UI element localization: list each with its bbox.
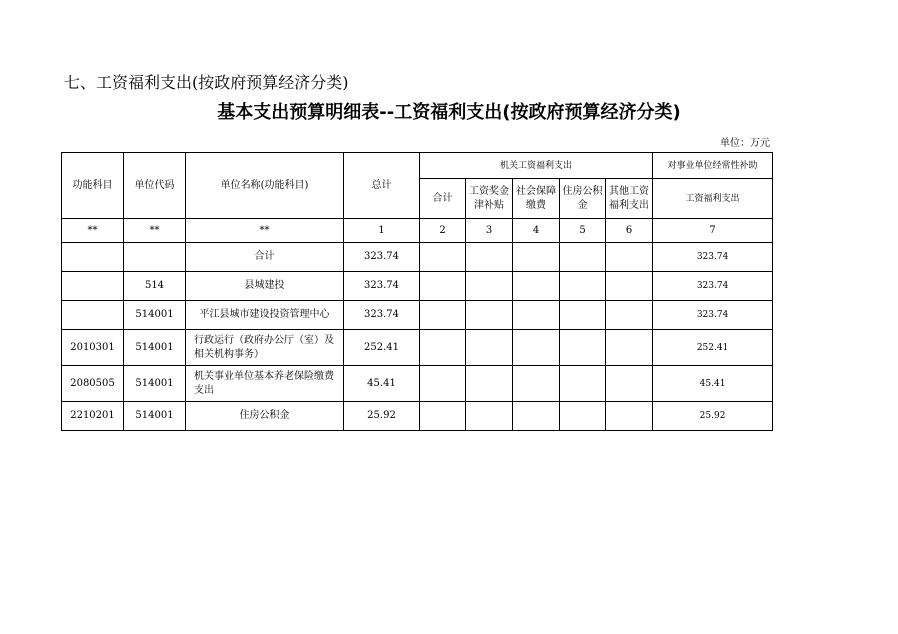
cell-sub-total <box>420 366 466 402</box>
section-heading: 七、工资福利支出(按政府预算经济分类) <box>64 73 349 92</box>
cell-total: 45.41 <box>344 366 420 402</box>
column-number-row <box>62 219 773 243</box>
cell-sub-total <box>420 301 466 330</box>
cell-sub-wage: 25.92 <box>653 402 773 431</box>
header-sub-social: 社会保障缴费 <box>513 179 560 219</box>
cell-sub-social <box>513 402 560 431</box>
column-number: 7 <box>653 219 773 243</box>
column-number: 3 <box>466 219 513 243</box>
cell-func-code <box>62 272 124 301</box>
cell-func-code: 2010301 <box>62 330 124 366</box>
cell-sub-other <box>606 366 653 402</box>
cell-sub-wage: 323.74 <box>653 243 773 272</box>
column-number: ** <box>62 219 124 243</box>
cell-total: 323.74 <box>344 272 420 301</box>
cell-sub-bonus <box>466 330 513 366</box>
cell-sub-wage: 323.74 <box>653 301 773 330</box>
page-title: 基本支出预算明细表--工资福利支出(按政府预算经济分类) <box>217 102 681 123</box>
cell-sub-housing <box>560 402 606 431</box>
cell-sub-housing <box>560 272 606 301</box>
table-row <box>62 301 773 330</box>
cell-sub-wage: 252.41 <box>653 330 773 366</box>
cell-sub-other <box>606 301 653 330</box>
table-row <box>62 243 773 272</box>
cell-unit-name: 行政运行（政府办公厅（室）及相关机构事务） <box>186 330 344 366</box>
table-row <box>62 402 773 431</box>
column-number: 4 <box>513 219 560 243</box>
cell-sub-housing <box>560 330 606 366</box>
cell-unit-name: 机关事业单位基本养老保险缴费支出 <box>186 366 344 402</box>
cell-unit-name: 县城建投 <box>186 272 344 301</box>
table-row <box>62 272 773 301</box>
cell-sub-total <box>420 330 466 366</box>
cell-unit-code: 514001 <box>124 301 186 330</box>
cell-sub-bonus <box>466 402 513 431</box>
cell-sub-other <box>606 330 653 366</box>
cell-func-code <box>62 243 124 272</box>
cell-sub-other <box>606 272 653 301</box>
cell-sub-housing <box>560 366 606 402</box>
cell-sub-other <box>606 243 653 272</box>
cell-sub-social <box>513 366 560 402</box>
column-number: 2 <box>420 219 466 243</box>
cell-sub-bonus <box>466 366 513 402</box>
cell-sub-social <box>513 272 560 301</box>
header-group-subsidy: 对事业单位经常性补助 <box>653 153 773 179</box>
header-row-1 <box>62 153 773 179</box>
cell-sub-total <box>420 243 466 272</box>
cell-sub-other <box>606 402 653 431</box>
cell-sub-bonus <box>466 272 513 301</box>
cell-unit-name: 住房公积金 <box>186 402 344 431</box>
cell-unit-code: 514 <box>124 272 186 301</box>
header-sub-other: 其他工资福利支出 <box>606 179 653 219</box>
cell-sub-total <box>420 272 466 301</box>
cell-unit-code: 514001 <box>124 330 186 366</box>
header-func-code: 功能科目 <box>62 153 124 219</box>
cell-sub-wage: 323.74 <box>653 272 773 301</box>
cell-sub-social <box>513 243 560 272</box>
column-number: 5 <box>560 219 606 243</box>
cell-sub-housing <box>560 243 606 272</box>
cell-unit-name: 合计 <box>186 243 344 272</box>
cell-sub-housing <box>560 301 606 330</box>
column-number: 6 <box>606 219 653 243</box>
cell-unit-code <box>124 243 186 272</box>
cell-sub-total <box>420 402 466 431</box>
cell-sub-bonus <box>466 301 513 330</box>
unit-label: 单位：万元 <box>720 138 770 149</box>
budget-table <box>61 152 773 431</box>
header-sub-bonus: 工资奖金津补贴 <box>466 179 513 219</box>
column-number: ** <box>186 219 344 243</box>
cell-total: 323.74 <box>344 243 420 272</box>
header-group-organ: 机关工资福利支出 <box>420 153 653 179</box>
cell-unit-code: 514001 <box>124 402 186 431</box>
header-sub-wage: 工资福利支出 <box>653 179 773 219</box>
header-unit-name: 单位名称(功能科目) <box>186 153 344 219</box>
cell-func-code: 2210201 <box>62 402 124 431</box>
column-number: 1 <box>344 219 420 243</box>
header-sub-housing: 住房公积金 <box>560 179 606 219</box>
table-row <box>62 330 773 366</box>
cell-func-code: 2080505 <box>62 366 124 402</box>
cell-total: 252.41 <box>344 330 420 366</box>
table-row <box>62 366 773 402</box>
header-total: 总计 <box>344 153 420 219</box>
cell-sub-bonus <box>466 243 513 272</box>
cell-func-code <box>62 301 124 330</box>
header-unit-code: 单位代码 <box>124 153 186 219</box>
cell-sub-social <box>513 301 560 330</box>
cell-unit-name: 平江县城市建设投资管理中心 <box>186 301 344 330</box>
cell-total: 25.92 <box>344 402 420 431</box>
column-number: ** <box>124 219 186 243</box>
cell-sub-wage: 45.41 <box>653 366 773 402</box>
header-sub-total: 合计 <box>420 179 466 219</box>
cell-unit-code: 514001 <box>124 366 186 402</box>
cell-total: 323.74 <box>344 301 420 330</box>
cell-sub-social <box>513 330 560 366</box>
